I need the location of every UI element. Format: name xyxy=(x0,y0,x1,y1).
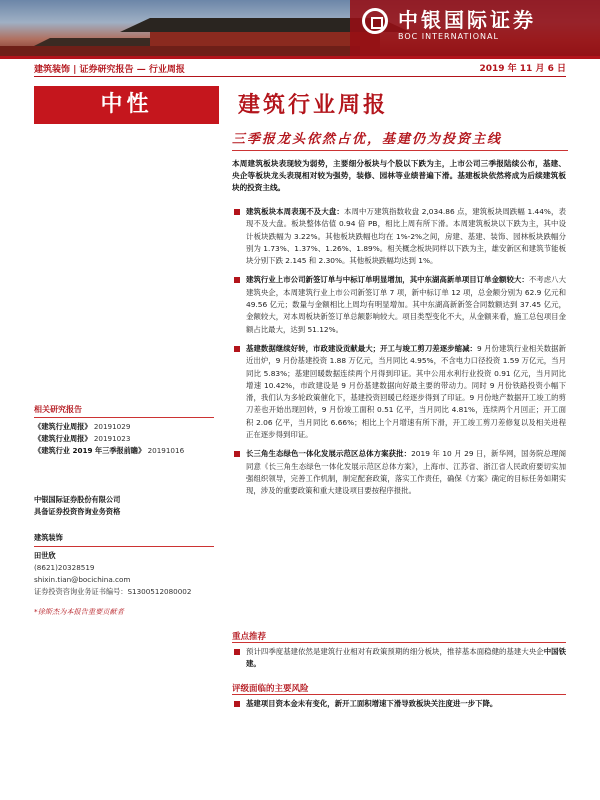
report-subtitle: 三季报龙头依然占优，基建仍为投资主线 xyxy=(232,132,503,147)
related-report-item[interactable] xyxy=(34,445,214,457)
key-point-lead: 长三角生态绿色一体化发展示范区总体方案获批： xyxy=(246,449,412,459)
rating-badge: 中性 xyxy=(34,86,219,124)
key-point-1 xyxy=(232,206,566,267)
key-points-list xyxy=(232,206,566,505)
report-meta-bar xyxy=(34,60,566,76)
summary-paragraph: 本周建筑板块表现较为弱势，主要细分板块与个股以下跌为主，上市公司三季报陆续公布，基建、央企等板块龙头表现相对较为强势，装修、园林等业绩普遍下滑。基建板块依然将成为后续建筑板块的投资主线。 xyxy=(232,159,566,193)
analyst-info xyxy=(34,532,214,618)
key-point-4 xyxy=(232,448,566,497)
bullet-square-icon xyxy=(234,649,240,655)
risk-divider xyxy=(232,694,566,695)
header-banner xyxy=(0,0,600,56)
analyst-license: 证券投资咨询业务证书编号：S1300512080002 xyxy=(34,587,192,596)
breadcrumb xyxy=(34,62,185,75)
brand-name-en: BOC INTERNATIONAL xyxy=(398,32,499,41)
bullet-square-icon xyxy=(234,209,240,215)
report-title: 建筑行业周报 xyxy=(238,92,389,118)
recommend-text: 预计四季度基建依然是建筑行业相对有政策预期的细分板块，推荐基本面稳健的基建大央企 xyxy=(246,647,544,656)
meta-divider xyxy=(34,76,566,77)
report-date: 2019 年 11 月 6 日 xyxy=(479,64,566,74)
bullet-square-icon xyxy=(234,701,240,707)
key-point-body: 9 月份建筑行业相关数据新近出炉，9 月份基建投资 1.88 万亿元，当月同比 4.95%，不含电力口径投资 1.59 万亿元，当月同比 5.83%；基建回暖数据连续两个月得到印证。其中公用水利行业投资 0.91 亿元，当月同比增速 10.42%，市政建设是 9 月份基建数据向好最主要的带动力。同时 9 月份铁路投资小幅下滑，我们认为多轮政策催化下，基建投资回暖已经逐步得到了印证。9 月份地产数据开工竣工的剪刀差也开始出现回转，9 月份竣工面积 0.51 亿平，当月同比 4.81%，连续两个月回正；开工面积 2.06 亿平，当月同比 6.66%；相比上个月增速有所下滑，开工竣工剪刀差修复以及相关进程正在逐步得到印证。 xyxy=(246,343,566,440)
related-heading: 相关研究报告 xyxy=(34,405,82,414)
key-point-2 xyxy=(232,274,566,335)
key-point-lead: 建筑行业上市公司新签订单与中标订单明显增加，其中东湖高新单项目订单金额较大： xyxy=(246,275,529,285)
boc-logo-icon xyxy=(362,8,388,34)
breadcrumb-text: 建筑装饰 | 证券研究报告 — 行业周报 xyxy=(34,65,185,75)
analyst-sector: 建筑装饰 xyxy=(34,533,63,542)
analyst-divider xyxy=(34,546,214,547)
related-report-title: 《建筑行业 2019 年三季报前瞻》 xyxy=(34,446,146,455)
key-point-body: 2019 年 10 月 29 日，新华网，国务院总理阁同意《长三角生态绿色一体化发展示范区总体方案》，上海市、江苏省、浙江省人民政府要切实加强组织领导，完善工作机制，制定配套政策，落实工作责任，确保《方案》确定的目标任务如期实现，涉及的重要政策和重大建设项目要按程序报批。 xyxy=(246,449,566,496)
related-report-title: 《建筑行业周报》 xyxy=(34,422,92,431)
analyst-name: 田世欣 xyxy=(34,551,56,560)
related-report-title: 《建筑行业周报》 xyxy=(34,434,92,443)
company-info xyxy=(34,494,214,518)
bullet-square-icon xyxy=(234,451,240,457)
related-report-item[interactable] xyxy=(34,433,214,445)
recommend-point xyxy=(232,646,566,671)
key-point-body: 本周中万建筑指数收盘 2,034.86 点，建筑板块周跌幅 1.44%，表现不及大盘。板块整体估值 0.94 倍 PB，相比上周有所下滑。本周建筑板块以下跌为主，其中设计板块跌幅为 3.22%。其他板块跌幅也均在 1%-2%之间，房建、基建、装饰、园林板块跌幅分别为 1.73%、1.37%、1.26%、1.89%。相关概念板块同样以下跌为主，雄安新区和建筑节能板块分别下跌 2.145 和 2.30%。其他板块跌幅均达到 1%。 xyxy=(246,207,566,266)
recommend-heading: 重点推荐 xyxy=(232,632,267,642)
related-report-item[interactable] xyxy=(34,421,214,433)
header-divider xyxy=(0,56,600,59)
contributor-note: *徐斯杰为本报告重要贡献者 xyxy=(34,607,124,616)
risk-heading: 评级面临的主要风险 xyxy=(232,684,309,694)
related-report-date: 20191023 xyxy=(93,434,131,443)
company-qualification: 具备证券投资咨询业务资格 xyxy=(34,507,121,516)
subtitle-divider xyxy=(232,150,568,151)
analyst-email[interactable]: shixin.tian@bocichina.com xyxy=(34,575,131,584)
analyst-phone: (8621)20328519 xyxy=(34,563,95,572)
risk-point xyxy=(232,698,566,710)
related-report-date: 20191029 xyxy=(93,422,131,431)
recommend-highlight: 中国铁建。 xyxy=(246,647,566,669)
recommend-divider xyxy=(232,642,566,643)
related-divider xyxy=(34,417,214,418)
risk-text: 基建项目资本金未有变化，新开工面积增速下滑导致板块关注度进一步下降。 xyxy=(246,699,498,708)
banner-wall xyxy=(0,46,360,56)
related-reports xyxy=(34,404,214,457)
bullet-square-icon xyxy=(234,346,240,352)
related-report-date: 20191016 xyxy=(147,446,185,455)
key-point-lead: 基建数据继续好转，市政建设贡献最大；开工与竣工剪刀差逐步缩减： xyxy=(246,343,477,353)
key-point-body: 不考虑八大建筑央企，本周建筑行业上市公司新签订单 7 项，新中标订单 12 项，总金额分别为 62.9 亿元和 49.56 亿元；数量与金额相比上周均有明显增加。其中东湖高新新签合同数额达到 37.45 亿元，金额较大，对本周板块新签订单总额影响较大。项目类型变化不大，从金额来看，施工总包项目金额占比最大，达到 51.12%。 xyxy=(246,275,566,334)
key-point-3 xyxy=(232,343,566,441)
brand-logo-area xyxy=(350,0,600,56)
bullet-square-icon xyxy=(234,277,240,283)
company-name: 中银国际证券股份有限公司 xyxy=(34,495,121,504)
brand-name-cn: 中银国际证券 xyxy=(398,8,536,32)
key-point-lead: 建筑板块本周表现不及大盘： xyxy=(246,207,344,216)
